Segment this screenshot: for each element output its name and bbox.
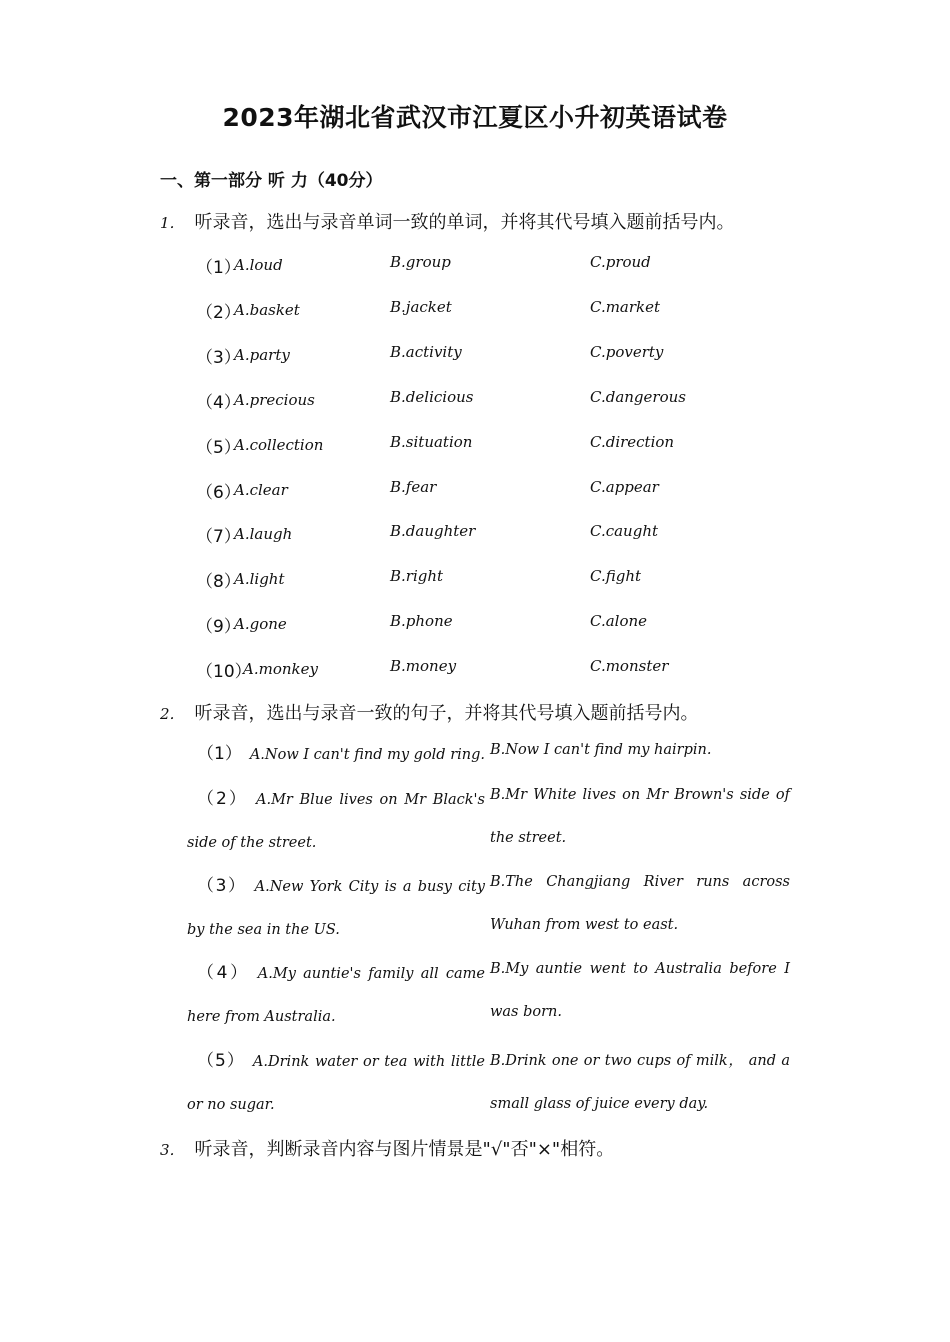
option-b[interactable]: B.phone: [390, 612, 453, 630]
item-index: （3）: [196, 348, 241, 368]
sentence-b[interactable]: B.Mr White lives on Mr Brown's side of the street.: [490, 787, 790, 846]
sentence-a-text: A.New York City is a busy city by the sea in the US.: [187, 879, 485, 938]
question-number: 3．: [160, 1141, 185, 1159]
item-index: （2）: [196, 303, 241, 323]
sentence-a-text: A.Now I can't find my gold ring.: [249, 747, 485, 763]
item-index: （9）: [196, 617, 241, 637]
sentence-a-text: A.My auntie's family all came here from Australia.: [187, 966, 485, 1025]
item-index: （3）: [197, 876, 247, 896]
sentence-a-text: A.Mr Blue lives on Mr Black's side of the street.: [187, 792, 485, 851]
q1-item: [0, 343, 950, 373]
option-c[interactable]: C.poverty: [590, 343, 664, 361]
option-c[interactable]: C.appear: [590, 478, 659, 496]
question-number: 2．: [160, 705, 185, 723]
option-b[interactable]: B.situation: [390, 433, 473, 451]
option-b[interactable]: B.fear: [390, 478, 437, 496]
option-a[interactable]: A.basket: [234, 301, 300, 319]
option-c[interactable]: C.dangerous: [590, 388, 686, 406]
item-index: （7）: [196, 527, 241, 547]
sentence-b[interactable]: B.My auntie went to Australia before I was born.: [490, 961, 790, 1020]
q1-item: [0, 567, 950, 597]
question-2-instruction: [160, 699, 699, 725]
option-a[interactable]: A.precious: [234, 391, 315, 409]
q1-item: [0, 253, 950, 283]
option-b[interactable]: B.jacket: [390, 298, 452, 316]
option-c[interactable]: C.monster: [590, 657, 669, 675]
q1-item: [0, 298, 950, 328]
item-index: （1）: [197, 744, 242, 764]
item-index: （6）: [196, 483, 241, 503]
option-a[interactable]: A.light: [234, 570, 285, 588]
item-index: （5）: [196, 438, 241, 458]
option-c[interactable]: C.proud: [590, 253, 651, 271]
option-c[interactable]: C.market: [590, 298, 661, 316]
q1-item: [0, 612, 950, 642]
option-b[interactable]: B.right: [390, 567, 444, 585]
question-3-instruction: [160, 1135, 614, 1161]
option-b[interactable]: B.delicious: [390, 388, 474, 406]
option-a[interactable]: A.clear: [234, 481, 288, 499]
sentence-a[interactable]: [187, 733, 485, 777]
question-number: 1．: [160, 214, 185, 232]
item-index: （8）: [196, 572, 241, 592]
option-c[interactable]: C.fight: [590, 567, 642, 585]
option-a[interactable]: A.loud: [234, 256, 283, 274]
page-title: 2023年湖北省武汉市江夏区小升初英语试卷: [222, 103, 728, 132]
option-c[interactable]: C.alone: [590, 612, 648, 630]
option-a[interactable]: A.party: [234, 346, 290, 364]
question-text: 听录音，判断录音内容与图片情景是"√"否"×"相符。: [194, 1139, 615, 1160]
sentence-a[interactable]: [187, 952, 485, 1039]
section-heading: 一、第一部分 听 力（40分）: [160, 171, 383, 191]
option-c[interactable]: C.direction: [590, 433, 675, 451]
q1-item: [0, 388, 950, 418]
item-index: （4）: [196, 393, 241, 413]
option-a[interactable]: A.gone: [234, 615, 287, 633]
sentence-b[interactable]: B.Now I can't find my hairpin.: [490, 742, 712, 758]
question-1-instruction: [160, 208, 735, 234]
question-text: 听录音，选出与录音一致的句子，并将其代号填入题前括号内。: [194, 703, 699, 724]
sentence-b[interactable]: B.The Changjiang River runs across Wuhan from west to east.: [490, 874, 790, 933]
option-b[interactable]: B.money: [390, 657, 457, 675]
item-index: （2）: [197, 789, 248, 809]
option-b[interactable]: B.daughter: [390, 522, 476, 540]
q1-item: [0, 433, 950, 463]
sentence-a[interactable]: [187, 778, 485, 865]
sentence-a-text: A.Drink water or tea with little or no sugar.: [187, 1054, 485, 1113]
q1-item: [0, 657, 950, 687]
q1-item: [0, 478, 950, 508]
option-a[interactable]: A.laugh: [234, 525, 293, 543]
option-a[interactable]: A.monkey: [243, 660, 318, 678]
option-b[interactable]: B.group: [390, 253, 451, 271]
item-index: （5）: [197, 1051, 245, 1071]
sentence-a[interactable]: [187, 865, 485, 952]
question-text: 听录音，选出与录音单词一致的单词，并将其代号填入题前括号内。: [194, 212, 735, 233]
sentence-a[interactable]: [187, 1040, 485, 1127]
sentence-b[interactable]: B.Drink one or two cups of milk， and a small glass of juice every day.: [490, 1053, 790, 1112]
item-index: （1）: [196, 258, 241, 278]
q1-item: [0, 522, 950, 552]
option-b[interactable]: B.activity: [390, 343, 462, 361]
option-a[interactable]: A.collection: [234, 436, 324, 454]
item-index: （4）: [197, 963, 250, 983]
item-index: （10）: [196, 662, 252, 682]
option-c[interactable]: C.caught: [590, 522, 659, 540]
